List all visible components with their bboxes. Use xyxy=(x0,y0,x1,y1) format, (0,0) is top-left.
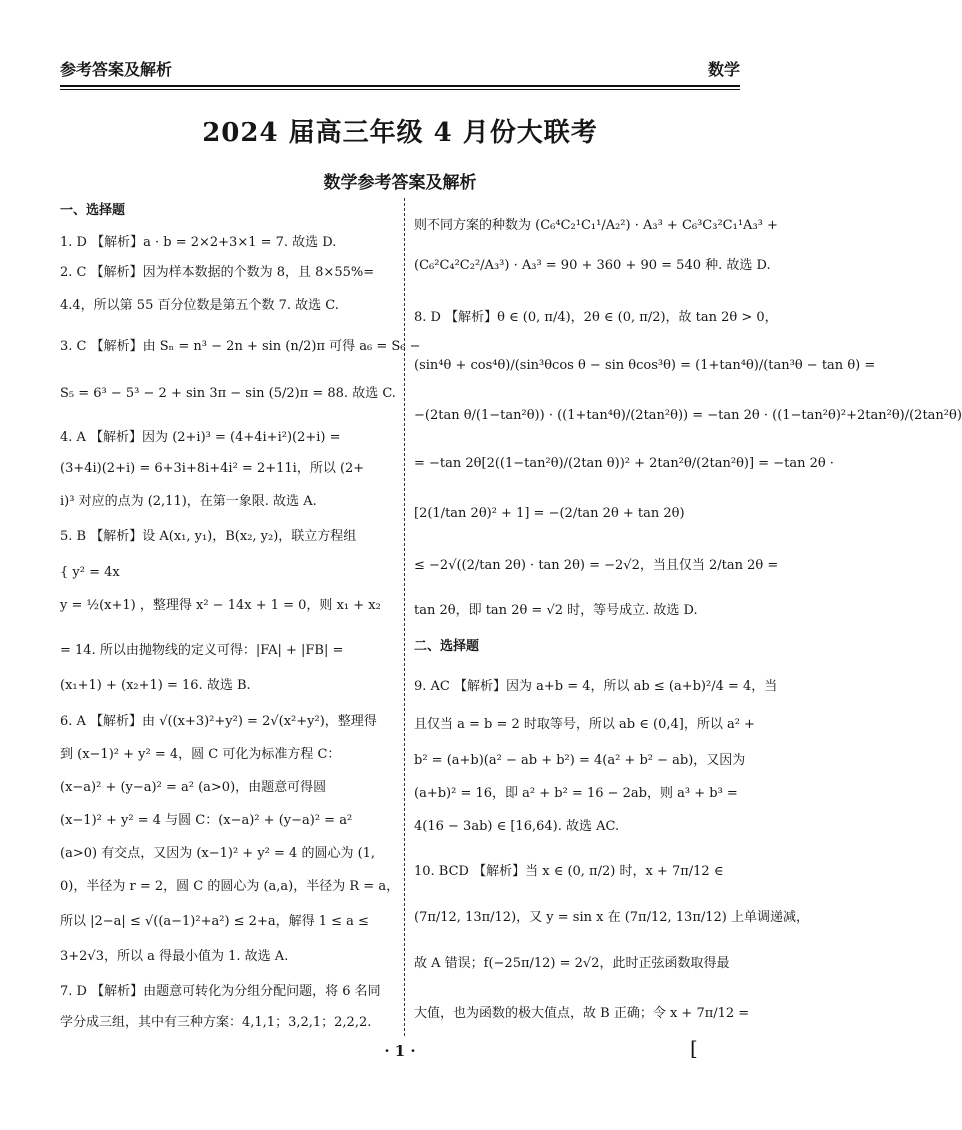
header-rule-thick xyxy=(60,85,740,87)
answer-line: [2(1/tan 2θ)² + 1] = −(2/tan 2θ + tan 2θ) xyxy=(414,506,685,521)
answer-line: (a>0) 有交点，又因为 (x−1)² + y² = 4 的圆心为 (1, xyxy=(60,846,376,861)
answer-line: (x−a)² + (y−a)² = a² (a>0)，由题意可得圆 xyxy=(60,780,327,795)
exam-title: 2024 届高三年级 4 月份大联考 xyxy=(202,118,598,148)
answer-line: 4.4，所以第 55 百分位数是第五个数 7. 故选 C. xyxy=(60,298,339,313)
answer-line: i)³ 对应的点为 (2,11)，在第一象限. 故选 A. xyxy=(60,494,317,509)
answer-line: 且仅当 a = b = 2 时取等号，所以 ab ∈ (0,4]，所以 a² + xyxy=(414,717,755,732)
answer-line: (sin⁴θ + cos⁴θ)/(sin³θcos θ − sin θcos³θ) = (1+tan⁴θ)/(tan³θ − tan θ) = xyxy=(414,358,876,373)
answer-line: (x−1)² + y² = 4 与圆 C：(x−a)² + (y−a)² = a² xyxy=(60,813,353,828)
answer-line: 3+2√3，所以 a 得最小值为 1. 故选 A. xyxy=(60,949,289,964)
answer-line: = 14. 所以由抛物线的定义可得：|FA| + |FB| = xyxy=(60,643,344,658)
answer-line: −(2tan θ/(1−tan²θ)) · ((1+tan⁴θ)/(2tan²θ)) = −tan 2θ · ((1−tan²θ)²+2tan²θ)/(2tan²θ) xyxy=(414,408,962,423)
answer-line: 4. A 【解析】因为 (2+i)³ = (4+4i+i²)(2+i) = xyxy=(60,430,341,445)
section-heading: 二、选择题 xyxy=(414,639,480,654)
answer-line: 5. B 【解析】设 A(x₁, y₁)，B(x₂, y₂)，联立方程组 xyxy=(60,529,357,544)
answer-line: 故 A 错误；f(−25π/12) = 2√2，此时正弦函数取得最 xyxy=(414,956,730,971)
answer-line: (x₁+1) + (x₂+1) = 16. 故选 B. xyxy=(60,678,251,693)
answer-line: 到 (x−1)² + y² = 4，圆 C 可化为标准方程 C： xyxy=(60,747,341,762)
answer-line: 3. C 【解析】由 Sₙ = n³ − 2n + sin (n/2)π 可得 a₆ = S₆ − xyxy=(60,339,421,354)
answer-line: ≤ −2√((2/tan 2θ) · tan 2θ) = −2√2，当且仅当 2/tan 2θ = xyxy=(414,558,779,573)
answer-line: 8. D 【解析】θ ∈ (0, π/4)，2θ ∈ (0, π/2)，故 tan 2θ > 0， xyxy=(414,310,778,325)
header-rule-thin xyxy=(60,89,740,90)
page-number: · 1 · xyxy=(384,1042,416,1060)
answer-line: 所以 |2−a| ≤ √((a−1)²+a²) ≤ 2+a，解得 1 ≤ a ≤ xyxy=(60,914,369,929)
answer-line: 2. C 【解析】因为样本数据的个数为 8，且 8×55%= xyxy=(60,265,375,280)
header-left-label: 参考答案及解析 xyxy=(60,60,173,79)
answer-line: 6. A 【解析】由 √((x+3)²+y²) = 2√(x²+y²)，整理得 xyxy=(60,714,377,729)
column-divider xyxy=(404,198,405,1036)
answer-line: (3+4i)(2+i) = 6+3i+8i+4i² = 2+11i，所以 (2+ xyxy=(60,461,365,476)
answer-line: S₅ = 6³ − 5³ − 2 + sin 3π − sin (5/2)π = 88. 故选 C. xyxy=(60,386,396,401)
answer-line: b² = (a+b)(a² − ab + b²) = 4(a² + b² − ab)，又因为 xyxy=(414,753,746,768)
page-header xyxy=(60,52,740,80)
section-heading: 一、选择题 xyxy=(60,203,126,218)
answer-line: 7. D 【解析】由题意可转化为分组分配问题，将 6 名同 xyxy=(60,984,381,999)
answer-line: { y² = 4x xyxy=(60,565,120,580)
answer-line: = −tan 2θ[2((1−tan²θ)/(2tan θ))² + 2tan²θ/(2tan²θ)] = −tan 2θ · xyxy=(414,456,834,471)
answer-line: (7π/12, 13π/12)，又 y = sin x 在 (7π/12, 13π/12) 上单调递减， xyxy=(414,910,810,925)
answer-line: y = ½(x+1) ，整理得 x² − 14x + 1 = 0，则 x₁ + x₂ xyxy=(60,598,381,613)
answer-line: (a+b)² = 16，即 a² + b² = 16 − 2ab，则 a³ + b³ = xyxy=(414,786,738,801)
answer-line: 大值，也为函数的极大值点，故 B 正确；令 x + 7π/12 = xyxy=(414,1006,750,1021)
header-subject-label: 数学 xyxy=(707,60,740,79)
answer-subtitle: 数学参考答案及解析 xyxy=(323,173,477,193)
answer-line: 9. AC 【解析】因为 a+b = 4，所以 ab ≤ (a+b)²/4 = 4，当 xyxy=(414,679,778,694)
answer-line: tan 2θ，即 tan 2θ = √2 时，等号成立. 故选 D. xyxy=(414,603,698,618)
answer-line: 4(16 − 3ab) ∈ [16,64). 故选 AC. xyxy=(414,819,620,834)
answer-line: 则不同方案的种数为 (C₆⁴C₂¹C₁¹/A₂²) · A₃³ + C₆³C₃²C₁¹A₃³ + xyxy=(414,218,778,233)
answer-line: 0)，半径为 r = 2，圆 C 的圆心为 (a,a)，半径为 R = a， xyxy=(60,879,400,894)
answer-line: (C₆²C₄²C₂²/A₃³) · A₃³ = 90 + 360 + 90 = 540 种. 故选 D. xyxy=(414,258,771,273)
answer-line: 学分成三组，其中有三种方案：4,1,1；3,2,1；2,2,2. xyxy=(60,1015,372,1030)
answer-line: 10. BCD 【解析】当 x ∈ (0, π/2) 时，x + 7π/12 ∈ xyxy=(414,864,724,879)
answer-line: 1. D 【解析】a · b = 2×2+3×1 = 7. 故选 D. xyxy=(60,235,337,250)
corner-mark: [ xyxy=(690,1036,698,1060)
